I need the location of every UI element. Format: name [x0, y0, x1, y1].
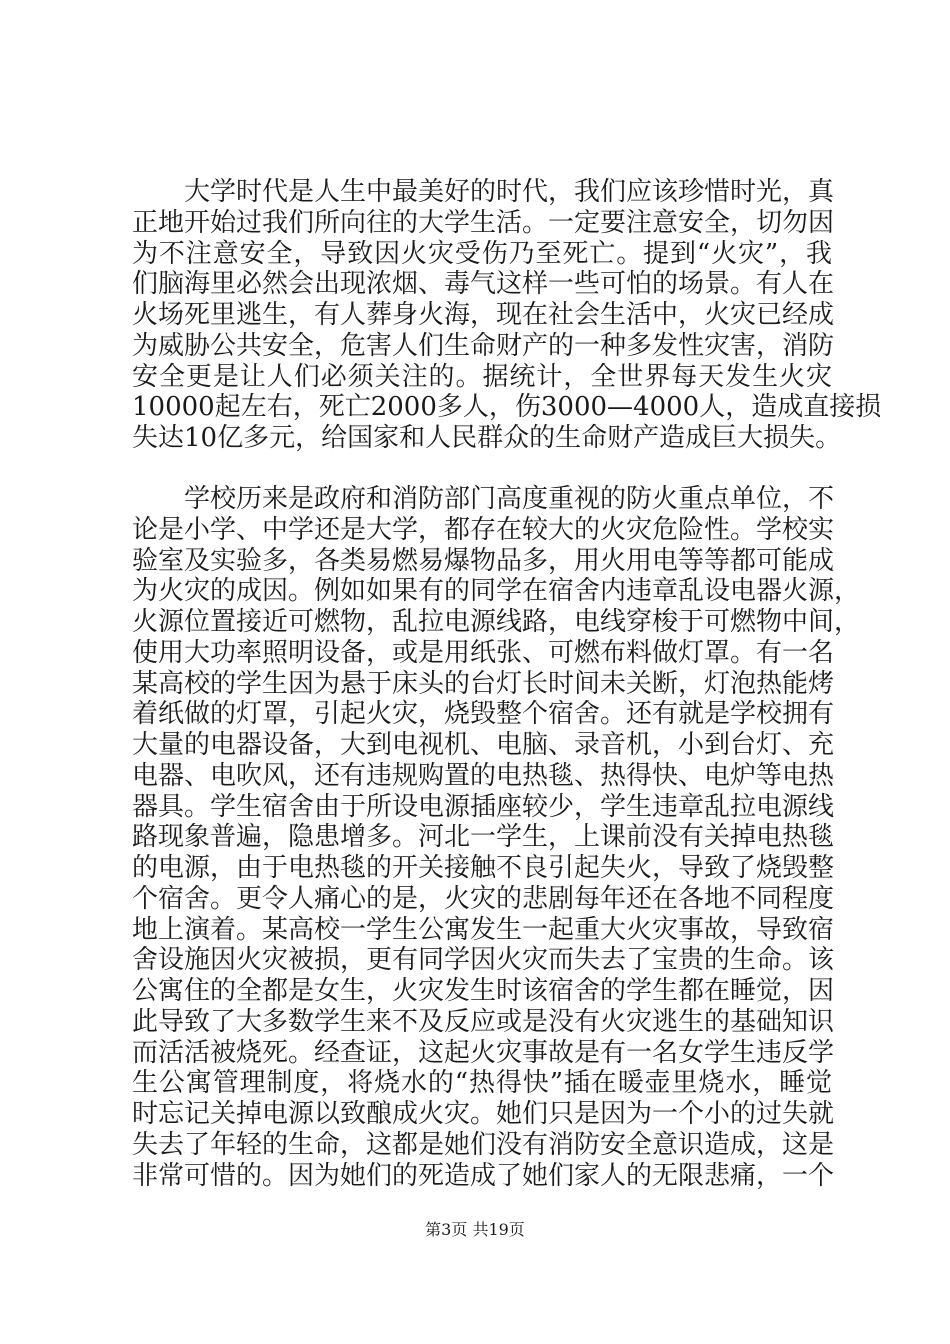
text-line: 10000起左右，死亡2000多人，伤3000—4000人，造成直接损 [132, 392, 882, 423]
text-line: 个宿舍。更令人痛心的是，火灾的悲剧每年还在各地不同程度 [132, 883, 835, 914]
text-line: 大量的电器设备，大到电视机、电脑、录音机，小到台灯、充 [132, 730, 835, 760]
text-line: 正地开始过我们所向往的大学生活。一定要注意安全，切勿因 [132, 207, 835, 238]
text-line: 此导致了大多数学生来不及反应或是没有火灾逃生的基础知识 [132, 1006, 835, 1037]
text-line: 为威胁公共安全，危害人们生命财产的一种多发性灾害，消防 [132, 330, 835, 361]
text-line: 验室及实验多，各类易燃易爆物品多，用火用电等等都可能成 [132, 545, 835, 576]
paragraph-1 [132, 177, 882, 454]
page-footer: 第3页 共19页 [425, 1220, 525, 1239]
text-line: 安全更是让人们必须关注的。据统计，全世界每天发生火灾 [132, 361, 832, 392]
text-line: 某高校的学生因为悬于床头的台灯长时间未关断，灯泡热能烤 [132, 668, 835, 699]
text-line: 为火灾的成因。例如如果有的同学在宿舍内违章乱设电器火源， [132, 576, 861, 607]
text-line: 路现象普遍，隐患增多。河北一学生，上课前没有关掉电热毯 [132, 822, 835, 853]
text-line: 公寓住的全都是女生，火灾发生时该宿舍的学生都在睡觉，因 [132, 976, 835, 1006]
text-line: 们脑海里必然会出现浓烟、毒气这样一些可怕的场景。有人在 [132, 269, 835, 300]
text-line: 非常可惜的。因为她们的死造成了她们家人的无限悲痛，一个 [132, 1160, 835, 1191]
text-line: 舍设施因火灾被损，更有同学因火灾而失去了宝贵的生命。该 [132, 945, 835, 976]
text-line: 论是小学、中学还是大学，都存在较大的火灾危险性。学校实 [132, 514, 835, 545]
text-line: 学校历来是政府和消防部门高度重视的防火重点单位，不 [132, 484, 835, 514]
text-line: 器具。学生宿舍由于所设电源插座较少，学生违章乱拉电源线 [132, 791, 835, 822]
text-line: 火场死里逃生，有人葬身火海，现在社会生活中，火灾已经成 [132, 300, 835, 330]
text-line: 电器、电吹风，还有违规购置的电热毯、热得快、电炉等电热 [132, 760, 835, 791]
text-line: 为不注意安全，导致因火灾受伤乃至死亡。提到“火灾”，我 [132, 238, 832, 269]
paragraph-2 [132, 484, 861, 1191]
text-line: 时忘记关掉电源以致酿成火灾。她们只是因为一个小的过失就 [132, 1099, 835, 1129]
text-line: 着纸做的灯罩，引起火灾，烧毁整个宿舍。还有就是学校拥有 [132, 699, 835, 730]
text-line: 失去了年轻的生命，这都是她们没有消防安全意识造成，这是 [132, 1129, 835, 1160]
text-line: 地上演着。某高校一学生公寓发生一起重大火灾事故，导致宿 [132, 914, 835, 945]
text-line: 生公寓管理制度，将烧水的“热得快”插在暖壶里烧水，睡觉 [132, 1068, 832, 1099]
text-line: 而活活被烧死。经查证，这起火灾事故是有一名女学生违反学 [132, 1037, 835, 1068]
text-line: 大学时代是人生中最美好的时代，我们应该珍惜时光，真 [132, 177, 835, 207]
text-line: 使用大功率照明设备，或是用纸张、可燃布料做灯罩。有一名 [132, 637, 835, 668]
text-line: 失达10亿多元，给国家和人民群众的生命财产造成巨大损失。 [132, 423, 842, 453]
text-line: 火源位置接近可燃物，乱拉电源线路，电线穿梭于可燃物中间， [132, 607, 861, 637]
text-line: 的电源，由于电热毯的开关接触不良引起失火，导致了烧毁整 [132, 853, 835, 883]
